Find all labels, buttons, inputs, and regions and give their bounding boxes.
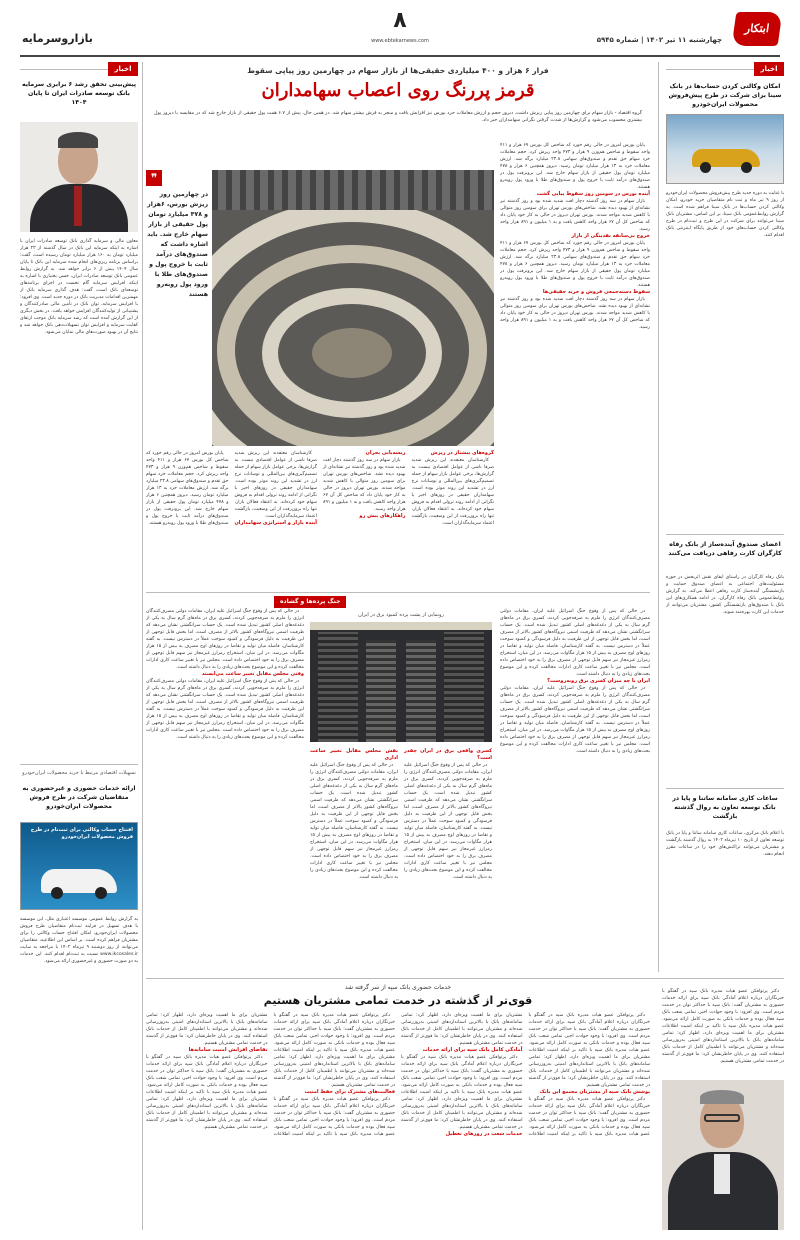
headline: قرمز پررنگ روی اعصاب سهامداران [261, 80, 535, 101]
section-label: اخبار [108, 62, 138, 76]
section-label: اخبار [754, 62, 784, 76]
divider [20, 764, 138, 765]
story-body: با عنایت به دوره جدید طرح پیش‌فروش محصولات ایران‌خودرو از روز ۹ تیر ماه و ثبت نام متقاضیان خرید خودرو، امکان وکالتی کردن حساب‌ها در بانک سینا فراهم شده است. به گزارش روابط‌عمومی بانک سینا، بر این اساس، مشتریان بانک سینا می‌توانند برای شرکت در این طرح و ثبت‌نام در طرح وکالتی کردن حساب‌های خود از طریق پایگاه اینترنتی بانک اقدام کنند. [666, 191, 784, 238]
mining-farm-photo [310, 622, 492, 742]
story-title: پیش‌بینی تحقق رشد ۶ برابری سرمایه بانک توسعه صادرات ایران تا پایان ۱۴۰۴ [21, 81, 137, 106]
story-small: تسهیلات اقتصادی مرتبط با خرید محصولات ایران‌خودرو [22, 770, 136, 776]
ad-text: افتتاح حساب وکالتی برای ثبت‌نام در طرح فروش محصولات ایران‌خودرو [30, 827, 133, 840]
hair [700, 1090, 744, 1104]
article-body: در حالی که پس از وقوع جنگ اسرائیل علیه ایران، مقامات دولتی مصرف‌کنندگان انرژی را ملزم به صرفه‌جویی کردند، کسری برق در ماه‌های گرم سال به یکی از دغدغه‌های اصلی کشور تبدیل شده است. یک حساب سرانگشتی نشان می‌دهد که ظرفیت اسمی نیروگاه‌های کشور بالاتر از مصرف است، اما بخش قابل توجهی از این ظرفیت به دلیل فرسودگی و کمبود سوخت عملاً در دسترس نیست. به گفته کارشناسان، فاصله میان تولید و تقاضا در روزهای اوج مصرف به بیش از ۱۵ هزار مگاوات می‌رسد. در این میان، استخراج رمزارز غیرمجاز نیز سهم قابل توجهی از مصرف برق را به خود اختصاص داده است. مجلس نیز با تغییر ساعت کاری ادارات مخالفت کرده و این موضوع بحث‌های زیادی را به دنبال داشته است. ایران با چه میزان کسری برق روبه‌روست؟ در حالی که پس از وقوع جنگ اسرائیل علیه ایران، مقامات دولتی مصرف‌کنندگان انرژی را ملزم به صرفه‌جویی کردند، کسری برق در ماه‌های گرم سال به یکی از دغدغه‌های اصلی کشور تبدیل شده است. یک حساب سرانگشتی نشان می‌دهد که ظرفیت اسمی نیروگاه‌های کشور بالاتر از مصرف است، اما بخش قابل توجهی از این ظرفیت به دلیل فرسودگی و کمبود سوخت عملاً در دسترس نیست. به گفته کارشناسان، فاصله میان تولید و تقاضا در روزهای اوج مصرف به بیش از ۱۵ هزار مگاوات می‌رسد. در این میان، استخراج رمزارز غیرمجاز نیز سهم قابل توجهی از مصرف برق را به خود اختصاص داده است. مجلس نیز با تغییر ساعت کاری ادارات مخالفت کرده و این موضوع بحث‌های زیادی را به دنبال داشته است. [500, 609, 650, 754]
story-body: معاون مالی و سرمایه گذاری بانک توسعه صادرات ایران با اشاره به اینکه سرمایه این بانک در سال گذشته از ۲۳ هزار میلیارد تومان به ۱۶۰ هزار میلیارد تومان رسیده است، گفت: براساس برنامه ریزی‌های انجام شده سرمایه این بانک تا پایان سال ۱۴۰۴ بیش از ۶ برابر خواهد شد. به گزارش روابط عمومی بانک توسعه صادرات ایران، حسن بختیاری با اشاره به اینکه افزایش سرمایه گام نخست در اجرای برنامه‌های توسعه‌ای بانک است، گفت: هدف گذاری سرمایه بانک از مهمترین اقدامات مدیریت بانک در دوره جدید است. وی افزود: با افزایش سرمایه، توان بانک در تأمین مالی صادرکنندگان و پشتیبانی از تولیدکنندگان افزایش خواهد یافت. در بخش دیگری از این گزارش آمده است که رشد سرمایه بانک موجب ارتقای کفایت سرمایه و افزایش توان تسهیلات‌دهی بانک خواهد شد و نتایج آن در بهبود صورت‌های مالی نمایان می‌شود. [20, 239, 138, 335]
article-body: گروه‌های پیشتاز در ریزش کارشناسان معتقدند این ریزش شدید صرفا ناشی از عوامل اقتصادی نیست. به گزارش‌ها، برخی عوامل بازار سهام از جمله تصمیم‌گیری‌های بین‌المللی و نوسانات نرخ ارز در تشدید این روند موثر بوده است. سهامداران حقیقی در روزهای اخیر با نگرانی از ادامه روند نزولی اقدام به فروش سهام خود کرده‌اند. به اعتقاد فعالان بازار، تنها راه برون‌رفت از این وضعیت، بازگشت اعتماد سرمایه‌گذاران است. ریشه‌یابی بحران بازار سهام در سه روز گذشته دچار افت شدید شده بود و روز گذشته نیز نشانه‌ای از بهبود دیده نشد. شاخص‌های بورس تهران برای سومین روز متوالی با کاهش شدید مواجه شدند. بورس تهران دیروز در حالی به کار خود پایان داد که شاخص کل آن ۶۷ هزار واحد کاهش یافت و به ۱ میلیون و ۸۹۱ هزار واحد رسید. راهکارهای پیش رو کارشناسان معتقدند این ریزش شدید صرفا ناشی از عوامل اقتصادی نیست. به گزارش‌ها، برخی عوامل بازار سهام از جمله تصمیم‌گیری‌های بین‌المللی و نوسانات نرخ ارز در تشدید این روند موثر بوده است. سهامداران حقیقی در روزهای اخیر با نگرانی از ادامه روند نزولی اقدام به فروش سهام خود کرده‌اند. به اعتقاد فعالان بازار، تنها راه برون‌رفت از این وضعیت، بازگشت اعتماد سرمایه‌گذاران است. آینده بازار و استراتژی سهامداران پایان بورس امروز در حالی رقم خورد که شاخص کل بورس ۶۷ هزار و ۴۱۱ واحد سقوط و شاخص هم‌وزن ۹ هزار و ۴۷۳ واحد ریزش کرد. حجم معاملات خرد سهام حق تقدم و صندوق‌های سهامی ۲۳.۸ میلیارد برگه شد. ارزش معاملات خرد به ۱۳ هزار میلیارد تومان رسید. دیروز همچنین ۶ هزار و ۴۷۸ میلیارد تومان پول حقیقی از بازار سهام خارج شد. این برونرفت پول در صندوق‌های درآمد ثابت با خروج پول و صندوق‌های طلا با ورود پول روبه‌رو هستند. [146, 450, 494, 526]
kicker: فرار ۶ هزار و ۴۰۰ میلیاردی حقیقی‌ها از بازار سهام در چهارمین روز پیاپی سقوط [247, 66, 549, 75]
story-body: به گزارش روابط عمومی موسسه اعتباری ملل، این موسسه با هدف تسهیل در فرایند ثبت‌نام متقاضیان طرح فروش محصولات ایران‌خودرو، امکان افتتاح حساب وکالتی را برای مشتریان فراهم کرده است. بر اساس این اطلاعیه، متقاضیان می‌توانند از روز دوشنبه ۹ تیرماه ۱۴۰۲ با مراجعه به سایت www.ikcosales.ir نسبت به ثبت‌نام اقدام کنند. این خدمات به دو صورت حضوری و غیرحضوری ارائه می‌شود. [20, 917, 138, 964]
issue-date: چهارشنبه ۱۱ تیر ۱۴۰۲ | شماره ۵۹۴۵ [596, 36, 722, 44]
story-title: اعضای صندوق آینده‌ساز از بانک رفاه کارگران کارت رفاهی دریافت می‌کنند [668, 541, 782, 557]
divider [146, 978, 784, 979]
divider [666, 534, 784, 535]
divider [666, 69, 754, 70]
rack [406, 640, 436, 742]
brand-logo: ابتکار [732, 12, 783, 46]
story-body: بانک رفاه کارگران در راستای ایفای نقش اثربخش در حوزه مسئولیت‌های اجتماعی به اعضای صندوق حمایت و بازنشستگی آینده‌ساز کارت رفاهی اعطا می‌کند. به گزارش روابط‌عمومی بانک رفاه کارگران، در ادامه همکاری‌های این بانک با صندوق‌های بازنشستگی کشور، مشتریان می‌توانند از خدمات این کارت بهره‌مند شوند. [666, 575, 784, 615]
section-title: بازاروسرمایه [22, 32, 93, 45]
wheel-icon [51, 887, 63, 899]
left-column [20, 62, 138, 1230]
kicker: خدمات حضوری بانک سپه از سر گرفته شد [344, 984, 452, 991]
column-rule [658, 62, 659, 972]
divider [146, 592, 650, 593]
parliament-photo [212, 170, 494, 446]
right-column [666, 62, 784, 972]
tie [74, 186, 82, 226]
hall-ceiling [212, 170, 494, 210]
article-body: پایان بورس امروز در حالی رقم خورد که شاخص کل بورس ۶۷ هزار و ۴۱۱ واحد سقوط و شاخص هم‌وزن ۹ هزار و ۴۷۳ واحد ریزش کرد. حجم معاملات خرد سهام حق تقدم و صندوق‌های سهامی ۲۳.۸ میلیارد برگه شد. ارزش معاملات خرد به ۱۳ هزار میلیارد تومان رسید. دیروز همچنین ۶ هزار و ۴۷۸ میلیارد تومان پول حقیقی از بازار سهام خارج شد. این برونرفت پول در صندوق‌های درآمد ثابت با خروج پول و صندوق‌های طلا با ورود پول روبه‌رو هستند. آینده بورس در سومین روز سقوط پیاپی گشت بازار سهام در سه روز گذشته دچار افت شدید شده بود و روز گذشته نیز نشانه‌ای از بهبود دیده نشد. شاخص‌های بورس تهران برای سومین روز متوالی با کاهش شدید مواجه شدند. بورس تهران دیروز در حالی به کار خود پایان داد که شاخص کل آن ۶۷ هزار واحد کاهش یافت و به ۱ میلیون و ۸۹۱ هزار واحد رسید. خروج بی‌سابقه نقدینگی از بازار پایان بورس امروز در حالی رقم خورد که شاخص کل بورس ۶۷ هزار و ۴۱۱ واحد سقوط و شاخص هم‌وزن ۹ هزار و ۴۷۳ واحد ریزش کرد. حجم معاملات خرد سهام حق تقدم و صندوق‌های سهامی ۲۳.۸ میلیارد برگه شد. ارزش معاملات خرد به ۱۳ هزار میلیارد تومان رسید. دیروز همچنین ۶ هزار و ۴۷۸ میلیارد تومان پول حقیقی از بازار سهام خارج شد. این برونرفت پول در صندوق‌های درآمد ثابت با خروج پول و صندوق‌های طلا با ورود پول روبه‌رو هستند. سقوط دسته‌جمعی فروش و خرید حقیقی‌ها بازار سهام در سه روز گذشته دچار افت شدید شده بود و روز گذشته نیز نشانه‌ای از بهبود دیده نشد. شاخص‌های بورس تهران برای سومین روز متوالی با کاهش شدید مواجه شدند. بورس تهران دیروز در حالی به کار خود پایان داد که شاخص کل آن ۶۷ هزار واحد کاهش یافت و به ۱ میلیون و ۸۹۱ هزار واحد رسید. [500, 143, 650, 330]
wheel-icon [700, 162, 711, 173]
rack [318, 632, 358, 742]
ad-box[interactable] [20, 822, 138, 910]
bank-interview [146, 978, 784, 1234]
lead: گروه اقتصاد - بازار سهام برای چهارمین روز پیاپی ریزش داشت. دیروز حجم و ارزش معاملات خرد بورس نیز افزایش یافت و منجر به فرش بیشتر سهام شد. در همین حال، بیش از ۶.۷ همت پول حقیقی از بازار خارج شد که در مقایسه با دیروز پول بیشتری محسوب می‌شود و گزارش‌ها از شدت گرفتن نگرانی سهامداران خبر داد. [154, 111, 642, 123]
glasses [704, 1114, 740, 1122]
hall-center [312, 328, 392, 378]
quote-icon: ❞ [146, 170, 162, 186]
divider [20, 69, 108, 70]
section-label: جنگ پرده‌ها و گشاده [274, 596, 346, 608]
hair [58, 132, 98, 148]
story-title: ارائه خدمات حضوری و غیرحضوری به متقاضیان شرکت در طرح فروش محصولات ایران‌خودرو [22, 785, 136, 810]
masthead-rule [20, 55, 780, 57]
shirt [714, 1154, 730, 1194]
page-number: ۸ [393, 8, 407, 33]
wheel-icon [95, 887, 107, 899]
column-rule [142, 62, 143, 1230]
article-body: دکتر پرتوافکن عضو هیات مدیره بانک سپه در گفتگو با خبرنگاران درباره اعلام آمادگی بانک سپه برای ارائه خدمات حضوری به مشتریان گفت: بانک سپه با حداکثر توان در خدمت مردم است. وی افزود: با وجود حوادث اخیر، تمامی شعب بانک سپه فعال بوده و خدمات بانکی به صورت کامل ارائه می‌شود. عضو هیات مدیره بانک سپه با تاکید بر اینکه امنیت اطلاعات مشتریان برای ما اهمیت ویژه‌ای دارد، اظهار کرد: تمامی سامانه‌های بانک با بالاترین استانداردهای امنیتی به‌روزرسانی شده‌اند و مشتریان می‌توانند با اطمینان کامل از خدمات بانک استفاده کنند. وی در پایان خاطرنشان کرد: ما قوی‌تر از گذشته در خدمت تمامی مشتریان هستیم. [662, 989, 784, 1064]
article-body: کسری واقعی برق در ایران چقدر است؟ در حالی که پس از وقوع جنگ اسرائیل علیه ایران، مقامات دولتی مصرف‌کنندگان انرژی را ملزم به صرفه‌جویی کردند، کسری برق در ماه‌های گرم سال به یکی از دغدغه‌های اصلی کشور تبدیل شده است. یک حساب سرانگشتی نشان می‌دهد که ظرفیت اسمی نیروگاه‌های کشور بالاتر از مصرف است، اما بخش قابل توجهی از این ظرفیت به دلیل فرسودگی و کمبود سوخت عملاً در دسترس نیست. به گفته کارشناسان، فاصله میان تولید و تقاضا در روزهای اوج مصرف به بیش از ۱۵ هزار مگاوات می‌رسد. در این میان، استخراج رمزارز غیرمجاز نیز سهم قابل توجهی از مصرف برق را به خود اختصاص داده است. مجلس نیز با تغییر ساعت کاری ادارات مخالفت کرده و این موضوع بحث‌های زیادی را به دنبال داشته است. نقش مجلس مقابل تغییر ساعت اداری در حالی که پس از وقوع جنگ اسرائیل علیه ایران، مقامات دولتی مصرف‌کنندگان انرژی را ملزم به صرفه‌جویی کردند، کسری برق در ماه‌های گرم سال به یکی از دغدغه‌های اصلی کشور تبدیل شده است. یک حساب سرانگشتی نشان می‌دهد که ظرفیت اسمی نیروگاه‌های کشور بالاتر از مصرف است، اما بخش قابل توجهی از این ظرفیت به دلیل فرسودگی و کمبود سوخت عملاً در دسترس نیست. به گفته کارشناسان، فاصله میان تولید و تقاضا در روزهای اوج مصرف به بیش از ۱۵ هزار مگاوات می‌رسد. در این میان، استخراج رمزارز غیرمجاز نیز سهم قابل توجهی از مصرف برق را به خود اختصاص داده است. مجلس نیز با تغییر ساعت کاری ادارات مخالفت کرده و این موضوع بحث‌های زیادی را به دنبال داشته است. [310, 748, 492, 880]
story-body: با اعلام بانک مرکزی، ساعات کاری سامانه ساتنا و پایا در بانک توسعه تعاون از تاریخ ۱۰ تیرماه ۱۴۰۲ به روال گذشته بازگشت و مشتریان می‌توانند تراکنش‌های خود را در ساعات مقرر انجام دهند. [666, 831, 784, 857]
article-body: دکتر پرتوافکن عضو هیات مدیره بانک سپه در گفتگو با خبرنگاران درباره اعلام آمادگی بانک سپه برای ارائه خدمات حضوری به مشتریان گفت: بانک سپه با حداکثر توان در خدمت مردم است. وی افزود: با وجود حوادث اخیر، تمامی شعب بانک سپه فعال بوده و خدمات بانکی به صورت کامل ارائه می‌شود. عضو هیات مدیره بانک سپه با تاکید بر اینکه امنیت اطلاعات مشتریان برای ما اهمیت ویژه‌ای دارد، اظهار کرد: تمامی سامانه‌های بانک با بالاترین استانداردهای امنیتی به‌روزرسانی شده‌اند و مشتریان می‌توانند با اطمینان کامل از خدمات بانک استفاده کنند. وی در پایان خاطرنشان کرد: ما قوی‌تر از گذشته در خدمت تمامی مشتریان هستیم. پوشش بانک سپه از مشتریان مجتمع این بانک دکتر پرتوافکن عضو هیات مدیره بانک سپه در گفتگو با خبرنگاران درباره اعلام آمادگی بانک سپه برای ارائه خدمات حضوری به مشتریان گفت: بانک سپه با حداکثر توان در خدمت مردم است. وی افزود: با وجود حوادث اخیر، تمامی شعب بانک سپه فعال بوده و خدمات بانکی به صورت کامل ارائه می‌شود. عضو هیات مدیره بانک سپه با تاکید بر اینکه امنیت اطلاعات مشتریان برای ما اهمیت ویژه‌ای دارد، اظهار کرد: تمامی سامانه‌های بانک با بالاترین استانداردهای امنیتی به‌روزرسانی شده‌اند و مشتریان می‌توانند با اطمینان کامل از خدمات بانک استفاده کنند. وی در پایان خاطرنشان کرد: ما قوی‌تر از گذشته در خدمت تمامی مشتریان هستیم. آمادگی کامل بانک سپه برای ارائه خدمات دکتر پرتوافکن عضو هیات مدیره بانک سپه در گفتگو با خبرنگاران درباره اعلام آمادگی بانک سپه برای ارائه خدمات حضوری به مشتریان گفت: بانک سپه با حداکثر توان در خدمت مردم است. وی افزود: با وجود حوادث اخیر، تمامی شعب بانک سپه فعال بوده و خدمات بانکی به صورت کامل ارائه می‌شود. عضو هیات مدیره بانک سپه با تاکید بر اینکه امنیت اطلاعات مشتریان برای ما اهمیت ویژه‌ای دارد، اظهار کرد: تمامی سامانه‌های بانک با بالاترین استانداردهای امنیتی به‌روزرسانی شده‌اند و مشتریان می‌توانند با اطمینان کامل از خدمات بانک استفاده کنند. وی در پایان خاطرنشان کرد: ما قوی‌تر از گذشته در خدمت تمامی مشتریان هستیم. خدمات شعب در روزهای تعطیل دکتر پرتوافکن عضو هیات مدیره بانک سپه در گفتگو با خبرنگاران درباره اعلام آمادگی بانک سپه برای ارائه خدمات حضوری به مشتریان گفت: بانک سپه با حداکثر توان در خدمت مردم است. وی افزود: با وجود حوادث اخیر، تمامی شعب بانک سپه فعال بوده و خدمات بانکی به صورت کامل ارائه می‌شود. عضو هیات مدیره بانک سپه با تاکید بر اینکه امنیت اطلاعات مشتریان برای ما اهمیت ویژه‌ای دارد، اظهار کرد: تمامی سامانه‌های بانک با بالاترین استانداردهای امنیتی به‌روزرسانی شده‌اند و مشتریان می‌توانند با اطمینان کامل از خدمات بانک استفاده کنند. وی در پایان خاطرنشان کرد: ما قوی‌تر از گذشته در خدمت تمامی مشتریان هستیم. فعالیت‌های مشترک برای حفظ امنیت دکتر پرتوافکن عضو هیات مدیره بانک سپه در گفتگو با خبرنگاران درباره اعلام آمادگی بانک سپه برای ارائه خدمات حضوری به مشتریان گفت: بانک سپه با حداکثر توان در خدمت مردم است. وی افزود: با وجود حوادث اخیر، تمامی شعب بانک سپه فعال بوده و خدمات بانکی به صورت کامل ارائه می‌شود. عضو هیات مدیره بانک سپه با تاکید بر اینکه امنیت اطلاعات مشتریان برای ما اهمیت ویژه‌ای دارد، اظهار کرد: تمامی سامانه‌های بانک با بالاترین استانداردهای امنیتی به‌روزرسانی شده‌اند و مشتریان می‌توانند با اطمینان کامل از خدمات بانک استفاده کنند. وی در پایان خاطرنشان کرد: ما قوی‌تر از گذشته در خدمت تمامی مشتریان هستیم. تقاضای افزایش امنیت سامانه‌ها دکتر پرتوافکن عضو هیات مدیره بانک سپه در گفتگو با خبرنگاران درباره اعلام آمادگی بانک سپه برای ارائه خدمات حضوری به مشتریان گفت: بانک سپه با حداکثر توان در خدمت مردم است. وی افزود: با وجود حوادث اخیر، تمامی شعب بانک سپه فعال بوده و خدمات بانکی به صورت کامل ارائه می‌شود. عضو هیات مدیره بانک سپه با تاکید بر اینکه امنیت اطلاعات مشتریان برای ما اهمیت ویژه‌ای دارد، اظهار کرد: تمامی سامانه‌های بانک با بالاترین استانداردهای امنیتی به‌روزرسانی شده‌اند و مشتریان می‌توانند با اطمینان کامل از خدمات بانک استفاده کنند. وی در پایان خاطرنشان کرد: ما قوی‌تر از گذشته در خدمت تمامی مشتریان هستیم. [146, 1013, 650, 1137]
electricity-article [146, 592, 650, 972]
portrait-photo [662, 1080, 784, 1230]
wheel-icon [741, 162, 752, 173]
story-title: امکان وکالتی کردن حساب‌ها در بانک سینا برای شرکت در طرح پیش‌فروش محصولات ایران‌خودرو [668, 83, 782, 108]
rack [366, 640, 396, 742]
headline: قوی‌تر از گذشته در خدمت تمامی مشتریان هستیم [263, 994, 533, 1007]
website[interactable]: www.ebtekarnews.com [371, 38, 429, 44]
ceiling-light [310, 622, 492, 630]
masthead [0, 0, 800, 62]
divider [666, 788, 784, 789]
rack [444, 632, 484, 742]
lead-article [146, 66, 650, 586]
pull-quote: ❞ در چهارمین روز ریزش بورس، ۶هزار و ۴۷۸ میلیارد تومان پول حقیقی از بازار سهام خارج شد. باید اشاره داشت که صندوق‌های درآمد ثابت با خروج پول و صندوق‌های طلا با ورود پول روبه‌رو هستند [147, 171, 208, 298]
article-body: در حالی که پس از وقوع جنگ اسرائیل علیه ایران، مقامات دولتی مصرف‌کنندگان انرژی را ملزم به صرفه‌جویی کردند، کسری برق در ماه‌های گرم سال به یکی از دغدغه‌های اصلی کشور تبدیل شده است. یک حساب سرانگشتی نشان می‌دهد که ظرفیت اسمی نیروگاه‌های کشور بالاتر از مصرف است، اما بخش قابل توجهی از این ظرفیت به دلیل فرسودگی و کمبود سوخت عملاً در دسترس نیست. به گفته کارشناسان، فاصله میان تولید و تقاضا در روزهای اوج مصرف به بیش از ۱۵ هزار مگاوات می‌رسد. در این میان، استخراج رمزارز غیرمجاز نیز سهم قابل توجهی از مصرف برق را به خود اختصاص داده است. مجلس نیز با تغییر ساعت کاری ادارات مخالفت کرده و این موضوع بحث‌های زیادی را به دنبال داشته است. وقتی مجلس مقابل تغییر ساعت می‌ایستد در حالی که پس از وقوع جنگ اسرائیل علیه ایران، مقامات دولتی مصرف‌کنندگان انرژی را ملزم به صرفه‌جویی کردند، کسری برق در ماه‌های گرم سال به یکی از دغدغه‌های اصلی کشور تبدیل شده است. یک حساب سرانگشتی نشان می‌دهد که ظرفیت اسمی نیروگاه‌های کشور بالاتر از مصرف است، اما بخش قابل توجهی از این ظرفیت به دلیل فرسودگی و کمبود سوخت عملاً در دسترس نیست. به گفته کارشناسان، فاصله میان تولید و تقاضا در روزهای اوج مصرف به بیش از ۱۵ هزار مگاوات می‌رسد. در این میان، استخراج رمزارز غیرمجاز نیز سهم قابل توجهی از مصرف برق را به خود اختصاص داده است. مجلس نیز با تغییر ساعت کاری ادارات مخالفت کرده و این موضوع بحث‌های زیادی را به دنبال داشته است. [146, 609, 304, 740]
portrait-photo [20, 122, 138, 232]
story-title: ساعات کاری سامانه ساتنا و پایا در بانک توسعه تعاون به روال گذشته بازگشت [672, 795, 778, 820]
caption: رونمایی از پشت پرده کمبود برق در ایران [358, 612, 444, 618]
car-ad-image [666, 114, 784, 184]
